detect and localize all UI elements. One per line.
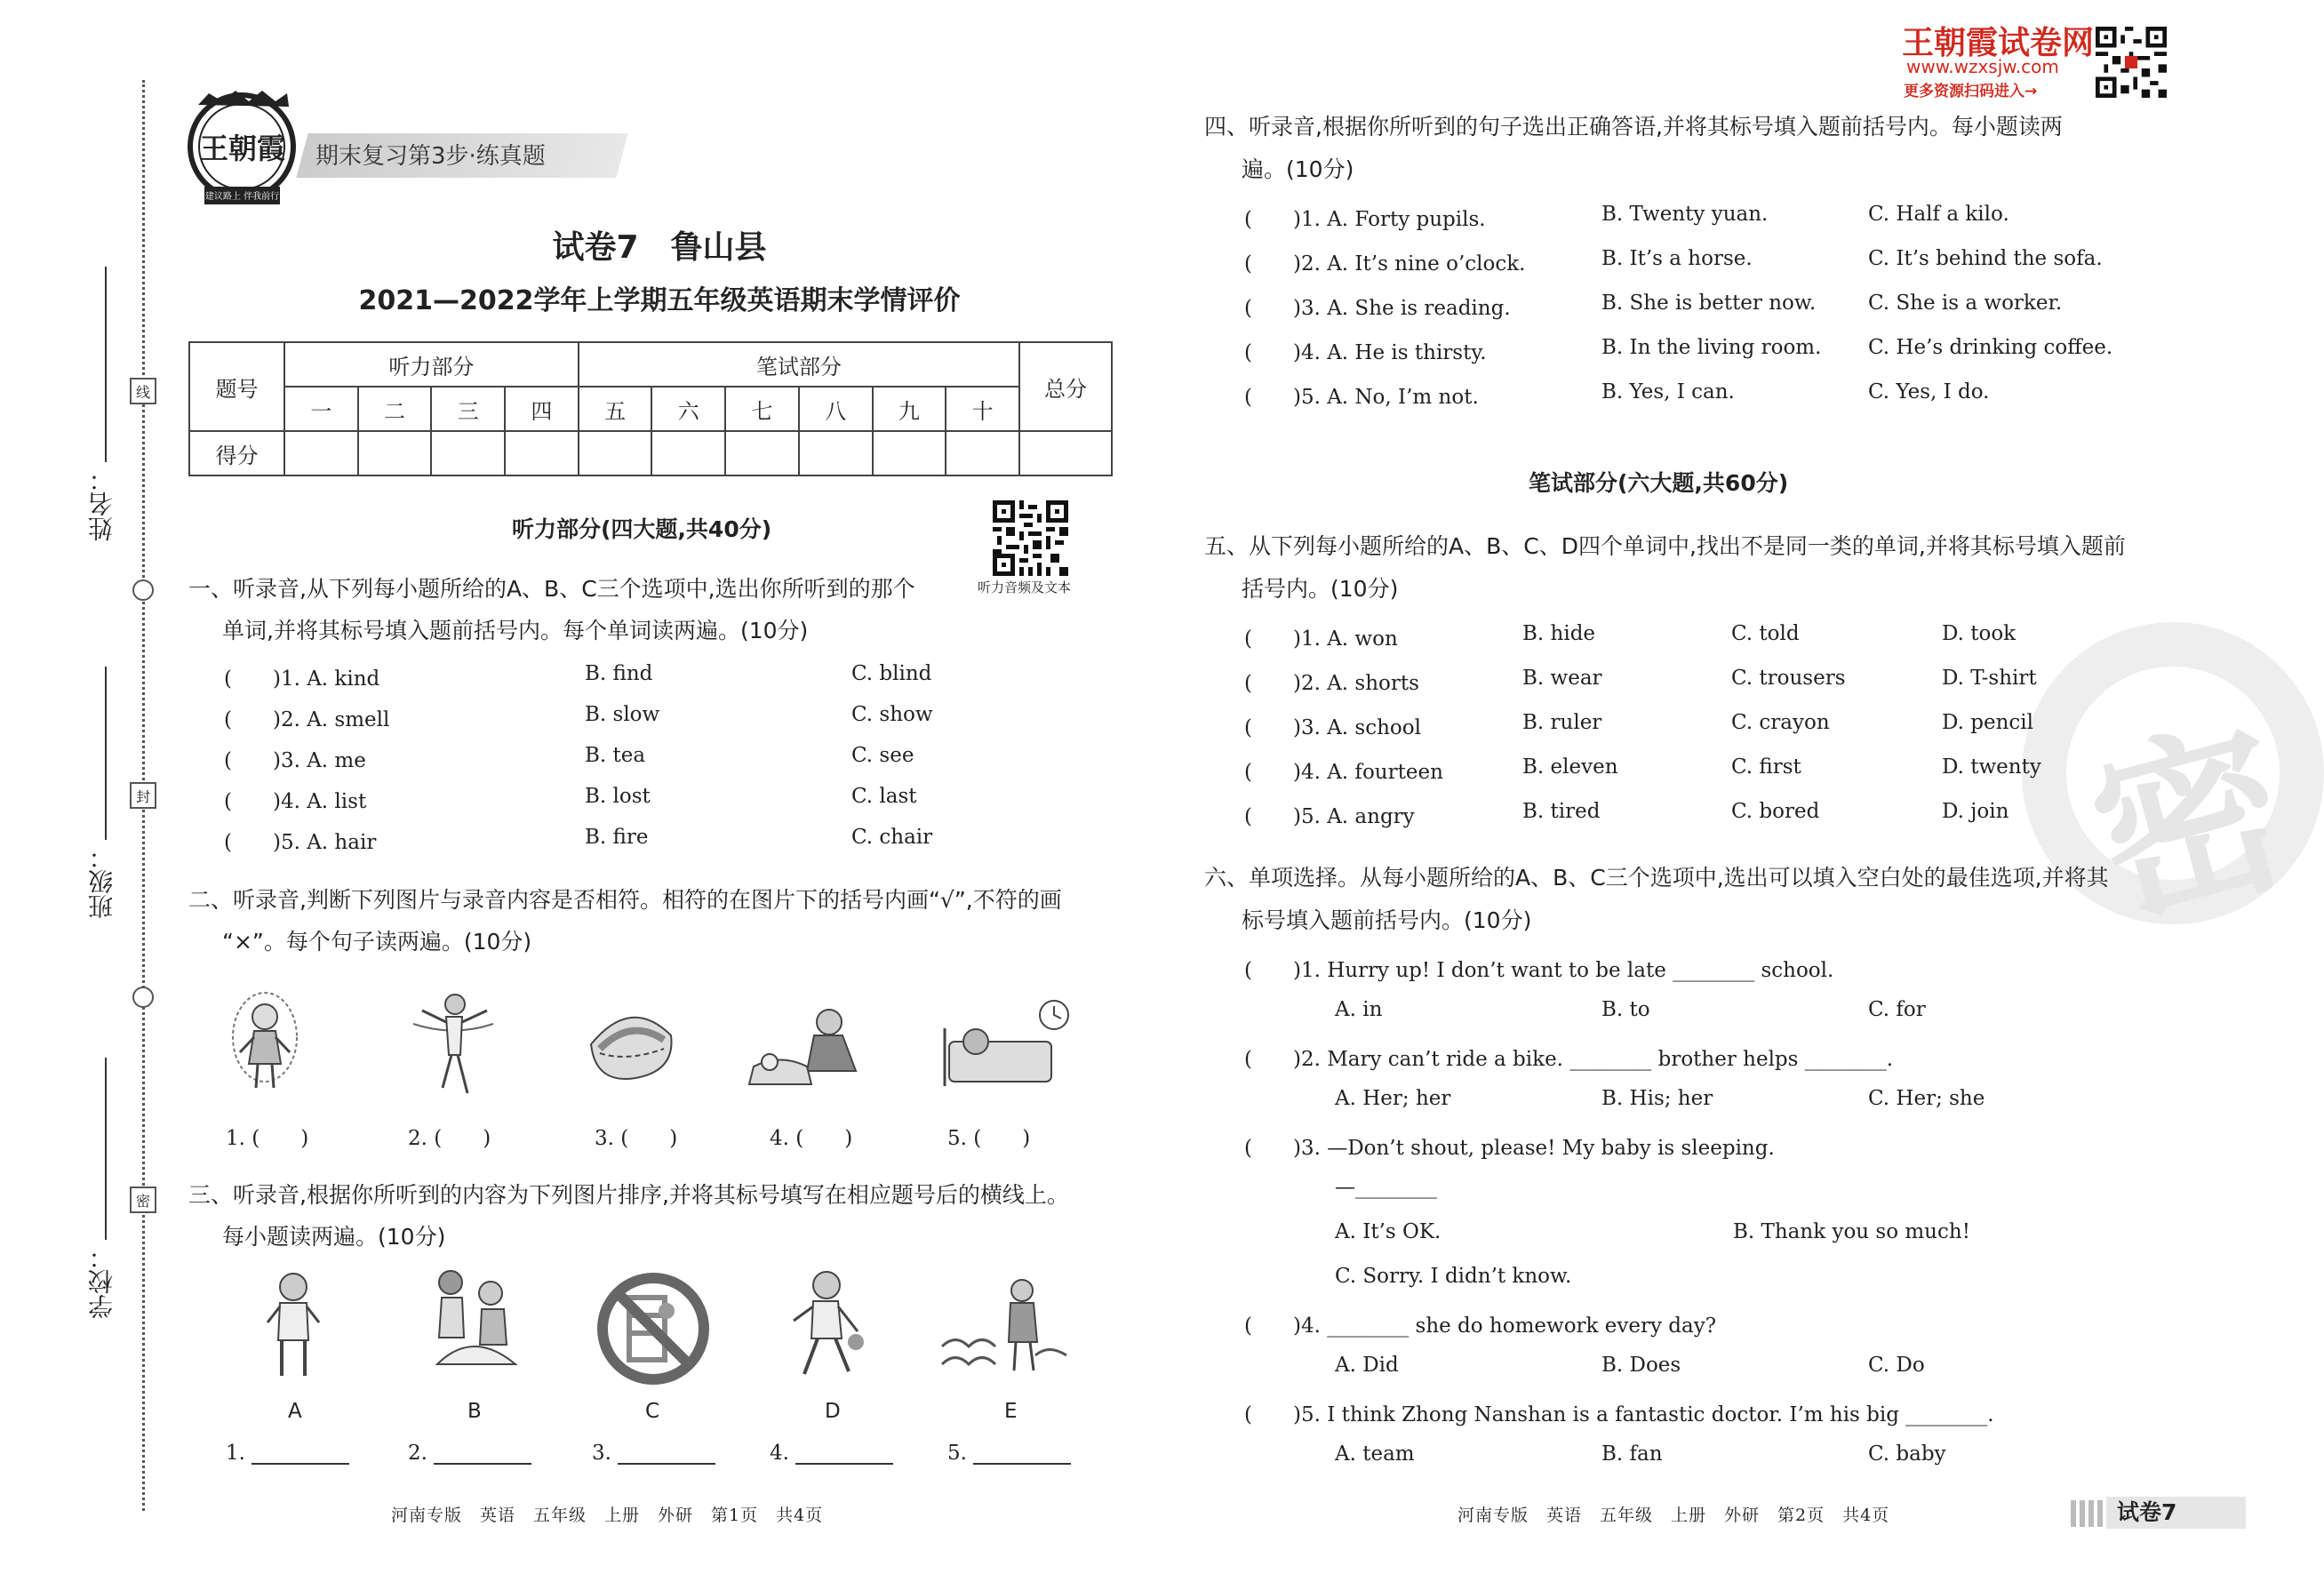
q5-instruction-line2: 括号内。(10分) bbox=[1242, 576, 1399, 602]
q5-item bbox=[1244, 800, 2133, 835]
name-line bbox=[105, 267, 107, 462]
question-number: 四 bbox=[505, 387, 579, 431]
option-a: ( )1. A. kind bbox=[224, 667, 380, 691]
total-header: 总分 bbox=[1019, 342, 1112, 431]
boy-running-image bbox=[787, 1269, 867, 1390]
score-cell[interactable] bbox=[431, 431, 505, 475]
option-d: D. pencil bbox=[1942, 711, 2033, 734]
option-b: B. Yes, I can. bbox=[1601, 380, 1735, 403]
option-b: B. fire bbox=[585, 826, 649, 849]
option-c: C. Half a kilo. bbox=[1868, 203, 2009, 226]
score-cell[interactable] bbox=[799, 431, 873, 475]
q6-item-3 bbox=[1244, 1131, 2133, 1167]
q6-item-1-options bbox=[1244, 998, 2133, 1034]
site-tagline: 更多资源扫码进入→ bbox=[1904, 83, 2038, 100]
option-a: A. Did bbox=[1335, 1354, 1399, 1377]
q2-answer-3[interactable]: 3. ( ) bbox=[595, 1127, 678, 1150]
score-cell[interactable] bbox=[505, 431, 579, 475]
seal-mark-secret: 密 bbox=[130, 1187, 156, 1213]
option-a: ( )4. A. list bbox=[224, 790, 367, 813]
option-a: ( )4. A. He is thirsty. bbox=[1244, 341, 1487, 364]
q2-instruction-line2: “×”。每个句子读两遍。(10分) bbox=[222, 929, 532, 955]
option-c: C. blind bbox=[851, 662, 932, 685]
option-b: B. It’s a horse. bbox=[1601, 247, 1753, 270]
logo-text: 王朝霞 bbox=[199, 132, 285, 165]
binding-hole bbox=[132, 987, 154, 1008]
q4-item bbox=[1244, 203, 2133, 238]
option-b: B. Twenty yuan. bbox=[1601, 203, 1769, 226]
site-url[interactable]: www.wzxsjw.com bbox=[1906, 56, 2059, 77]
farmer-field-image bbox=[938, 1271, 1071, 1387]
question-number: 八 bbox=[799, 387, 873, 431]
option-c: C. Her; she bbox=[1868, 1087, 1985, 1110]
q6-item-5-options bbox=[1244, 1442, 2133, 1478]
q6-item-2-options bbox=[1244, 1087, 2133, 1123]
picture-letter-e: E bbox=[1004, 1400, 1018, 1423]
paper-tag: 试卷7 bbox=[2106, 1497, 2246, 1529]
qr-caption: 听力音频及文本 bbox=[978, 579, 1072, 595]
footer-right: 河南专版 英语 五年级 上册 外研 第2页 共4页 bbox=[1457, 1506, 1890, 1525]
q3-blank-4[interactable]: 4. bbox=[770, 1442, 893, 1465]
q1-item bbox=[224, 703, 1113, 739]
q3-blank-3[interactable]: 3. bbox=[592, 1442, 715, 1465]
question-stem: ( )4. ________ she do homework every day? bbox=[1244, 1314, 1717, 1338]
question-number: 五 bbox=[579, 387, 652, 431]
option-c: C. trousers bbox=[1731, 667, 1846, 690]
option-c: C. She is a worker. bbox=[1868, 292, 2063, 315]
paper-subtitle: 2021—2022学年上学期五年级英语期末学情评价 bbox=[358, 285, 961, 316]
q1-item bbox=[224, 785, 1113, 820]
q4-item bbox=[1244, 380, 2133, 416]
q1-item bbox=[224, 826, 1113, 861]
q5-instruction-line1: 五、从下列每小题所给的A、B、C、D四个单词中,找出不是同一类的单词,并将其标号填入题前 bbox=[1204, 533, 2126, 559]
option-c: C. see bbox=[851, 744, 914, 767]
option-c: C. baby bbox=[1868, 1442, 1946, 1466]
girl-skipping-image bbox=[229, 988, 300, 1109]
qr-code-icon[interactable] bbox=[993, 500, 1068, 576]
option-d: D. took bbox=[1942, 622, 2017, 645]
option-b: B. Does bbox=[1601, 1354, 1681, 1377]
answer-blank[interactable]: —________ bbox=[1335, 1176, 1437, 1199]
seal-mark-line: 线 bbox=[130, 378, 156, 404]
listening-heading: 听力部分(四大题,共40分) bbox=[512, 516, 772, 542]
option-c: C. first bbox=[1731, 755, 1801, 779]
q5-item bbox=[1244, 622, 2133, 658]
q2-instruction-line1: 二、听录音,判断下列图片与录音内容是否相符。相符的在图片下的括号内画“√”,不符的画 bbox=[188, 887, 1062, 913]
boy-sleeping-image bbox=[940, 997, 1074, 1100]
watermark-glyph: 密 bbox=[2072, 695, 2309, 955]
q5-item bbox=[1244, 667, 2133, 702]
option-a: ( )3. A. She is reading. bbox=[1244, 297, 1511, 320]
score-cell[interactable] bbox=[284, 431, 358, 475]
q6-item-4-options bbox=[1244, 1354, 2133, 1389]
q6-instruction-line1: 六、单项选择。从每小题所给的A、B、C三个选项中,选出可以填入空白处的最佳选项,并将其 bbox=[1204, 865, 2109, 891]
q3-letters bbox=[224, 1400, 1113, 1435]
q4-item bbox=[1244, 247, 2133, 283]
option-c: C. told bbox=[1731, 622, 1800, 645]
option-c: C. He’s drinking coffee. bbox=[1868, 336, 2113, 359]
option-a: A. It’s OK. bbox=[1335, 1220, 1442, 1243]
q3-instruction-line1: 三、听录音,根据你所听到的内容为下列图片排序,并将其标号填写在相应题号后的横线上。 bbox=[188, 1182, 1069, 1208]
q6-item-4 bbox=[1244, 1309, 2133, 1345]
class-label: 班级： bbox=[87, 844, 116, 919]
writing-header: 笔试部分 bbox=[579, 342, 1019, 387]
site-name[interactable]: 王朝霞试卷网 bbox=[1902, 25, 2095, 61]
option-c: C. bored bbox=[1731, 800, 1820, 823]
q4-item bbox=[1244, 292, 2133, 327]
class-line bbox=[105, 667, 107, 840]
option-b: B. to bbox=[1601, 998, 1650, 1021]
score-cell[interactable] bbox=[358, 431, 432, 475]
name-label: 姓名： bbox=[87, 467, 116, 541]
q6-item-1 bbox=[1244, 954, 2133, 989]
q3-blanks bbox=[226, 1442, 1114, 1477]
q6-instruction-line2: 标号填入题前括号内。(10分) bbox=[1242, 907, 1532, 933]
q5-item bbox=[1244, 711, 2133, 747]
option-b: B. eleven bbox=[1522, 755, 1618, 779]
site-qr-code-icon[interactable] bbox=[2096, 27, 2167, 98]
option-c: C. It’s behind the sofa. bbox=[1868, 247, 2103, 270]
q2-answer-4[interactable]: 4. ( ) bbox=[770, 1127, 853, 1150]
option-a: ( )5. A. angry bbox=[1244, 805, 1415, 828]
writing-heading: 笔试部分(六大题,共60分) bbox=[1529, 470, 1789, 496]
q1-instruction-line2: 单词,并将其标号填入题前括号内。每个单词读两遍。(10分) bbox=[222, 618, 809, 643]
question-stem: ( )5. I think Zhong Nanshan is a fantastic doctor. I’m his big ________. bbox=[1244, 1403, 1994, 1426]
option-d: D. join bbox=[1942, 800, 2009, 823]
option-b: B. In the living room. bbox=[1601, 336, 1822, 359]
school-label: 学校： bbox=[87, 1244, 116, 1319]
option-c: C. Do bbox=[1868, 1354, 1925, 1377]
option-b: B. slow bbox=[585, 703, 660, 726]
score-cell[interactable] bbox=[651, 431, 725, 475]
picture-letter-d: D bbox=[825, 1400, 841, 1423]
option-a: A. Her; her bbox=[1335, 1087, 1451, 1110]
score-cell[interactable] bbox=[579, 431, 652, 475]
option-a: ( )2. A. shorts bbox=[1244, 672, 1419, 695]
option-a: A. team bbox=[1335, 1442, 1415, 1466]
step-banner: 期末复习第3步·练真题 bbox=[315, 143, 546, 170]
logo-slogan: 建议路上 伴我前行 bbox=[204, 192, 280, 202]
q2-answer-1[interactable]: 1. ( ) bbox=[226, 1127, 309, 1150]
option-a: ( )4. A. fourteen bbox=[1244, 761, 1443, 784]
option-a: ( )2. A. smell bbox=[224, 708, 390, 731]
option-b: B. fan bbox=[1601, 1442, 1663, 1466]
table-label: 题号 bbox=[189, 342, 284, 431]
option-b: B. find bbox=[585, 662, 653, 685]
option-a: A. in bbox=[1335, 998, 1383, 1021]
q4-instruction-line1: 四、听录音,根据你所听到的句子选出正确答语,并将其标号填入题前括号内。每小题读两 bbox=[1204, 114, 2063, 140]
score-cell[interactable] bbox=[1019, 431, 1112, 475]
option-c: C. chair bbox=[851, 826, 933, 849]
runner-image bbox=[409, 988, 498, 1109]
option-c: C. for bbox=[1868, 998, 1926, 1021]
listening-header: 听力部分 bbox=[284, 342, 579, 387]
q1-instruction-line1: 一、听录音,从下列每小题所给的A、B、C三个选项中,选出你所听到的那个 bbox=[188, 576, 915, 602]
seal-mark-seal: 封 bbox=[130, 782, 156, 809]
q6-item-3-blank bbox=[1244, 1176, 2133, 1211]
picture-letter-c: C bbox=[645, 1400, 660, 1423]
option-a: ( )1. A. won bbox=[1244, 627, 1398, 651]
score-cell[interactable] bbox=[946, 431, 1019, 475]
q6-item-5 bbox=[1244, 1398, 2133, 1434]
q2-answer-2[interactable]: 2. ( ) bbox=[408, 1127, 491, 1150]
binding-hole bbox=[132, 579, 154, 601]
school-line bbox=[105, 1058, 107, 1240]
option-d: D. T-shirt bbox=[1942, 667, 2037, 690]
option-b: B. His; her bbox=[1601, 1087, 1713, 1110]
option-a: ( )1. A. Forty pupils. bbox=[1244, 208, 1486, 231]
option-b: B. tea bbox=[585, 744, 646, 767]
score-cell[interactable] bbox=[873, 431, 946, 475]
option-a: ( )3. A. me bbox=[224, 749, 366, 772]
q3-blank-1[interactable]: 1. bbox=[226, 1442, 349, 1465]
question-number: 六 bbox=[651, 387, 725, 431]
question-number: 三 bbox=[431, 387, 505, 431]
q6-item-3-options bbox=[1244, 1220, 2133, 1256]
question-number: 九 bbox=[873, 387, 946, 431]
q2-answers bbox=[226, 1122, 1114, 1157]
question-number: 七 bbox=[725, 387, 799, 431]
option-a: ( )2. A. It’s nine o’clock. bbox=[1244, 252, 1526, 276]
q6-item-3-options-2 bbox=[1244, 1265, 2133, 1300]
kids-carrying-image bbox=[419, 1266, 526, 1392]
q3-blank-2[interactable]: 2. bbox=[408, 1442, 531, 1465]
question-number: 十 bbox=[946, 387, 1019, 431]
q6-item-2 bbox=[1244, 1043, 2133, 1078]
option-b: B. tired bbox=[1522, 800, 1601, 823]
option-c: C. Sorry. I didn’t know. bbox=[1335, 1265, 1572, 1288]
option-a: ( )3. A. school bbox=[1244, 716, 1421, 739]
score-cell[interactable] bbox=[725, 431, 799, 475]
q4-instruction-line2: 遍。(10分) bbox=[1242, 156, 1354, 182]
footer-left: 河南专版 英语 五年级 上册 外研 第1页 共4页 bbox=[391, 1506, 824, 1525]
hotdog-image bbox=[582, 1000, 680, 1094]
option-d: D. twenty bbox=[1942, 755, 2041, 779]
option-c: C. crayon bbox=[1731, 711, 1830, 734]
q1-item bbox=[224, 744, 1113, 779]
option-b: B. wear bbox=[1522, 667, 1602, 690]
boy-standing-image bbox=[262, 1269, 324, 1390]
question-stem: ( )3. —Don’t shout, please! My baby is sleeping. bbox=[1244, 1137, 1775, 1160]
option-c: C. show bbox=[851, 703, 933, 726]
option-b: B. hide bbox=[1522, 622, 1596, 645]
option-b: B. ruler bbox=[1522, 711, 1602, 734]
q4-item bbox=[1244, 336, 2133, 372]
option-a: ( )5. A. hair bbox=[224, 831, 377, 854]
picture-letter-b: B bbox=[467, 1400, 482, 1423]
option-c: C. last bbox=[851, 785, 917, 808]
question-number: 一 bbox=[284, 387, 358, 431]
question-stem: ( )2. Mary can’t ride a bike. ________ brother helps ________. bbox=[1244, 1048, 1894, 1071]
q1-item bbox=[224, 662, 1113, 698]
option-b: B. She is better now. bbox=[1601, 292, 1817, 315]
q2-answer-5[interactable]: 5. ( ) bbox=[947, 1127, 1031, 1150]
option-b: B. lost bbox=[585, 785, 651, 808]
q3-blank-5[interactable]: 5. bbox=[947, 1442, 1071, 1465]
no-climbing-sign-icon bbox=[595, 1271, 711, 1392]
score-label: 得分 bbox=[189, 431, 284, 475]
picture-letter-a: A bbox=[288, 1400, 302, 1423]
score-table bbox=[188, 341, 1113, 476]
question-stem: ( )1. Hurry up! I don’t want to be late ________ school. bbox=[1244, 959, 1834, 982]
question-number: 二 bbox=[358, 387, 432, 431]
brand-logo bbox=[182, 89, 302, 213]
paper-title: 试卷7 鲁山县 bbox=[552, 229, 767, 266]
children-playing-image bbox=[745, 1000, 878, 1103]
option-c: C. Yes, I do. bbox=[1868, 380, 1990, 403]
option-b: B. Thank you so much! bbox=[1733, 1220, 1970, 1243]
q5-item bbox=[1244, 755, 2133, 791]
q3-instruction-line2: 每小题读两遍。(10分) bbox=[222, 1224, 446, 1250]
option-a: ( )5. A. No, I’m not. bbox=[1244, 386, 1479, 409]
